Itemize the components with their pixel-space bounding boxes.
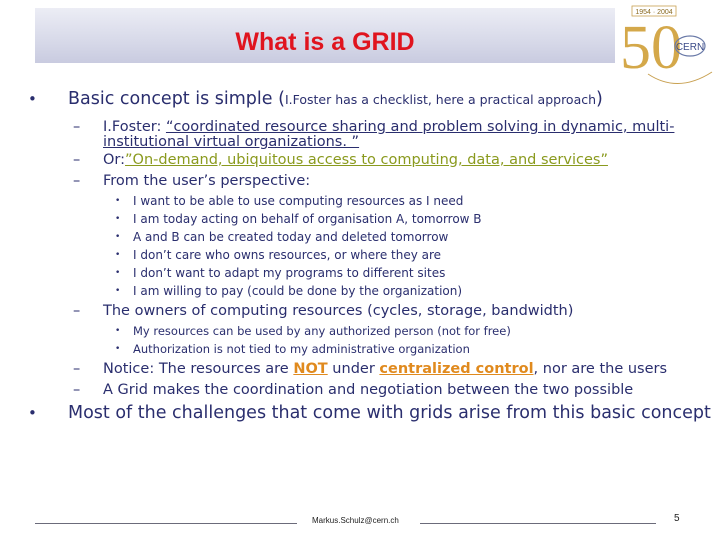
footer-email: Markus.Schulz@cern.ch — [312, 516, 399, 525]
or-quote: ”On-demand, ubiquitous access to computing, data, and services” — [125, 152, 608, 168]
foster-quote-line2: institutional virtual organizations. ” — [103, 134, 360, 150]
grid-coordination-text: A Grid makes the coordination and negotiation between the two possible — [103, 382, 634, 398]
cern-50-logo — [618, 2, 718, 92]
foster-label: I.Foster: — [103, 119, 166, 135]
page-number: 5 — [674, 513, 680, 524]
notice-not-emphasis: NOT — [293, 361, 328, 377]
footer-divider-left — [35, 523, 297, 524]
foster-checklist-note: I.Foster has a checklist, here a practical approach — [284, 92, 597, 107]
basic-concept-text: Basic concept is simple ( — [68, 89, 285, 109]
page-title: What is a GRID — [235, 28, 415, 56]
paren-close: ) — [596, 89, 603, 109]
centralized-control-emphasis: centralized control — [379, 361, 534, 377]
owners-text: The owners of computing resources (cycles, storage, bandwidth) — [103, 303, 574, 319]
title-bar — [35, 8, 615, 63]
logo-name: CERN — [675, 42, 705, 53]
logo-number: 50 — [620, 14, 682, 82]
bullet-dot: • — [28, 90, 37, 108]
logo-years: 1954 · 2004 — [635, 9, 673, 16]
or-label: Or: — [103, 152, 126, 168]
bullet-dot: • — [28, 404, 37, 422]
challenges-text: Most of the challenges that come with grids arise from this basic concept — [68, 403, 711, 423]
footer-divider-right — [420, 523, 656, 524]
foster-quote-line1: “coordinated resource sharing and problem solving in dynamic, multi- — [165, 119, 675, 135]
user-perspective-text: From the user’s perspective: — [103, 173, 311, 189]
